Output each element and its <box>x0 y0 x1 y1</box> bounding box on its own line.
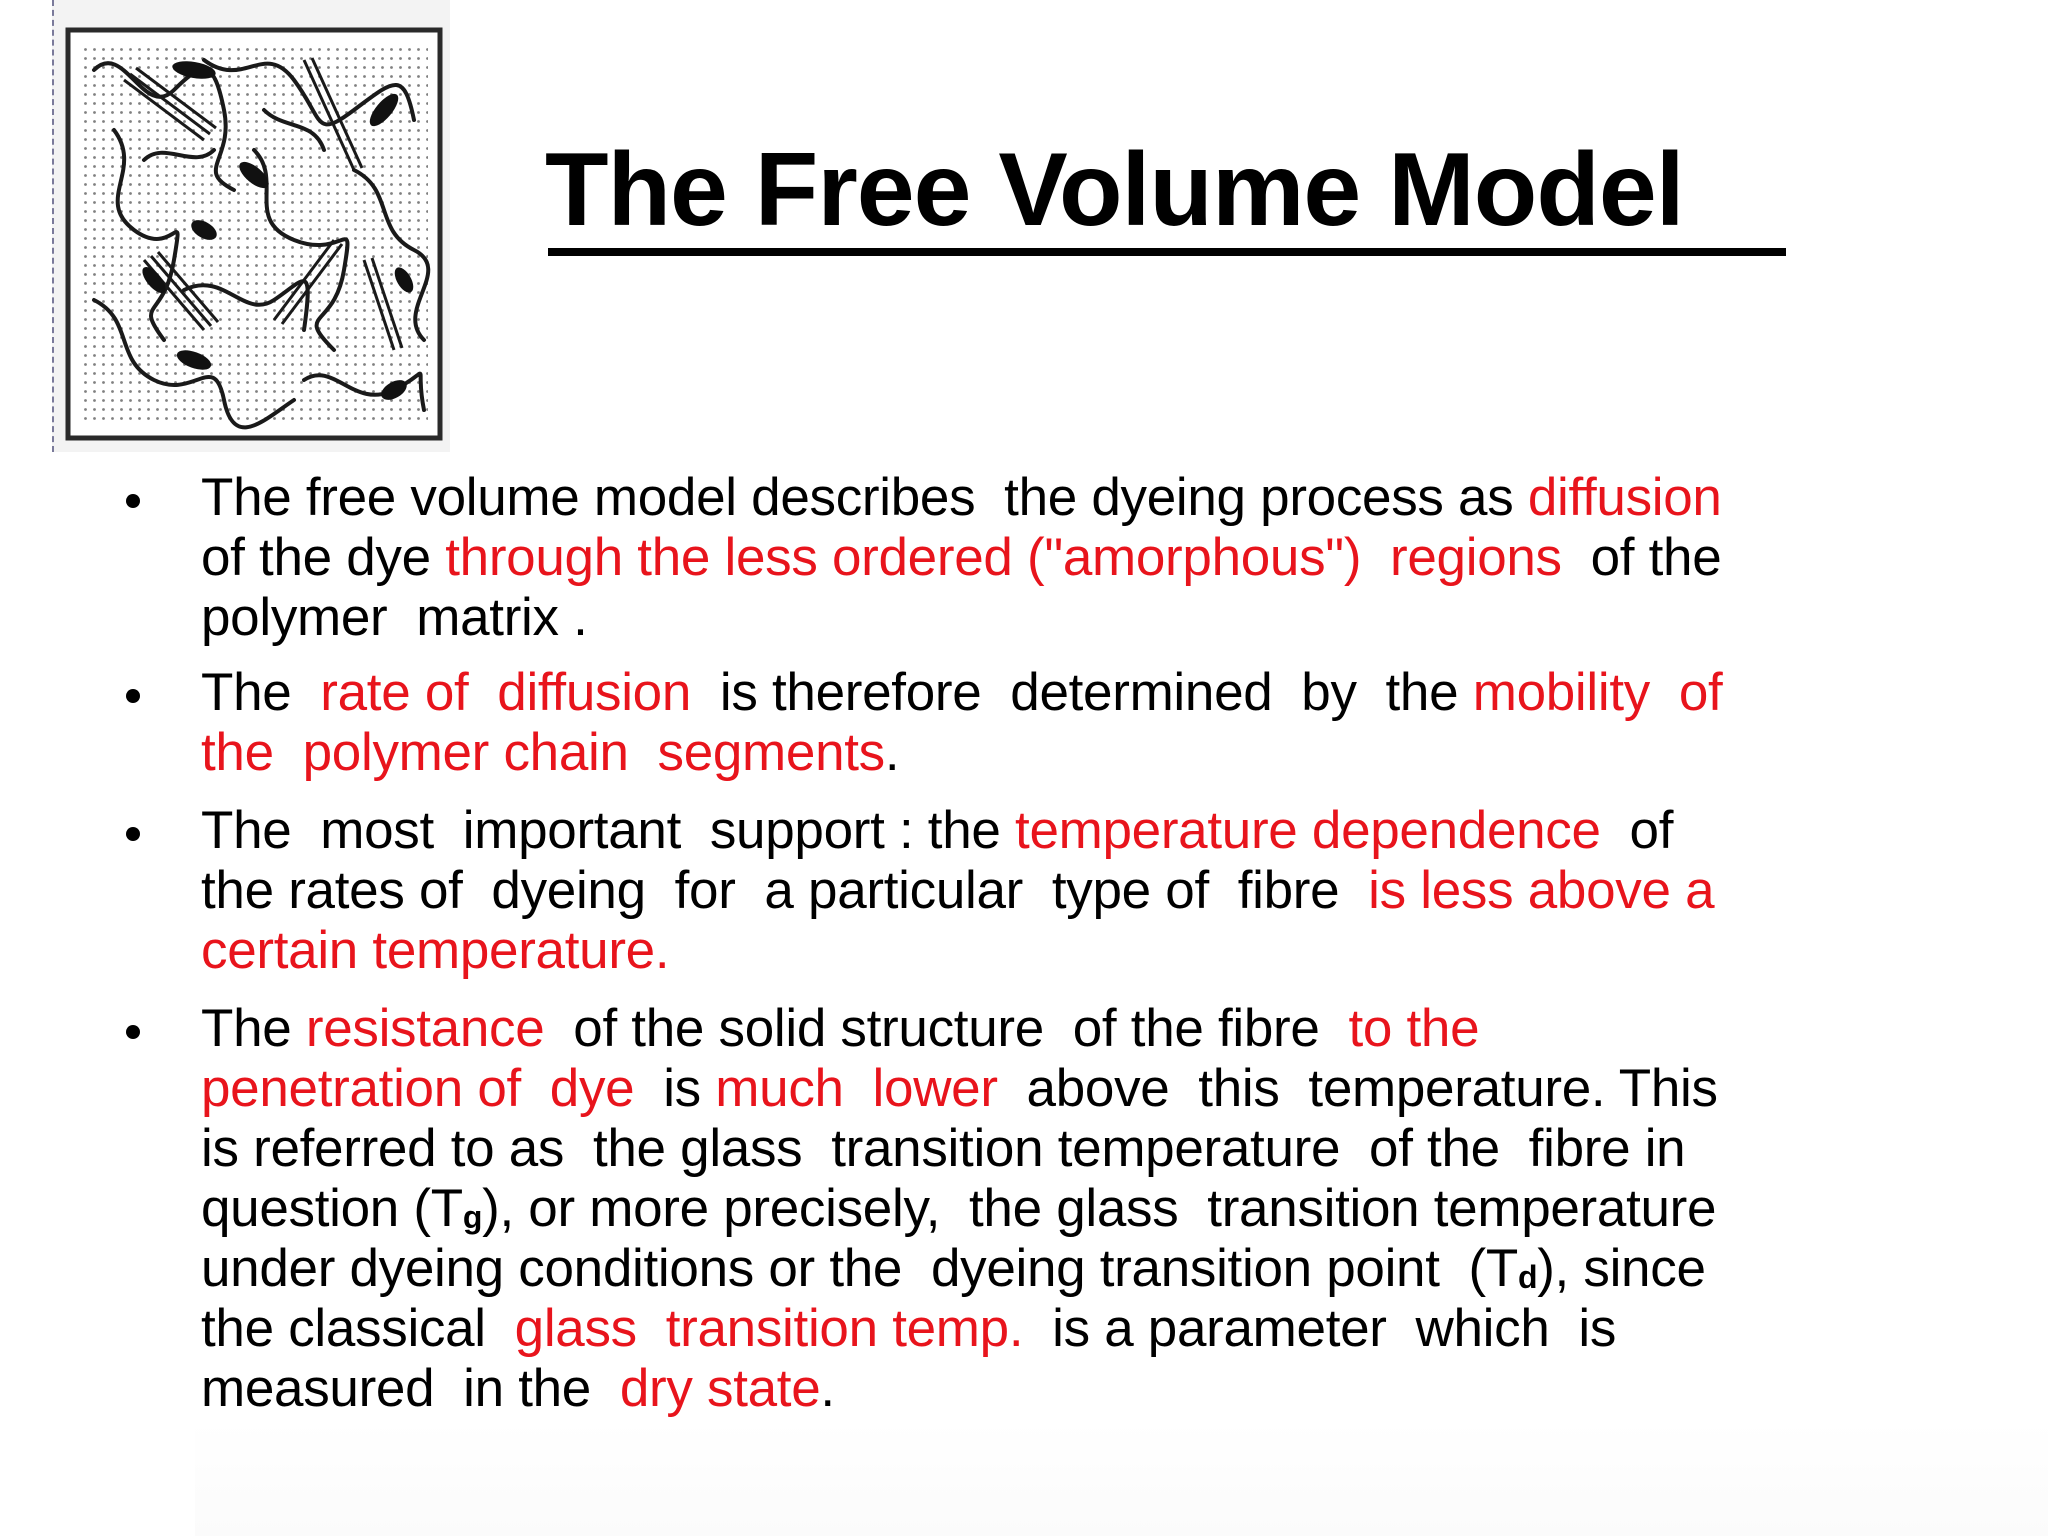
body-text: the classical <box>201 1299 515 1358</box>
body-text: of the <box>1561 528 1722 587</box>
body-text: under dyeing conditions or the dyeing transition point (T <box>201 1239 1518 1298</box>
highlighted-text: penetration of dye <box>201 1059 635 1118</box>
polymer-chain-diagram <box>52 0 450 452</box>
body-text: The free volume model describes the dyeing process as <box>201 468 1528 527</box>
highlighted-text: resistance <box>305 999 545 1058</box>
bullet-line <box>201 1299 1616 1359</box>
bullet-line <box>201 1239 1706 1307</box>
bullet-line <box>201 663 1722 723</box>
body-text: of <box>1600 801 1674 860</box>
body-text: The <box>201 999 306 1058</box>
body-text: of the dye <box>201 528 446 587</box>
body-text: question (T <box>201 1179 463 1238</box>
body-text: the rates of dyeing for a particular type of fibre <box>201 861 1369 920</box>
body-text: . <box>884 723 900 782</box>
body-text: is a parameter which is <box>1023 1299 1617 1358</box>
body-text: is therefore determined by the <box>691 663 1473 722</box>
bullet-line <box>201 861 1714 921</box>
bullet-line <box>201 588 588 648</box>
bullet-dot-icon <box>126 494 140 508</box>
highlighted-text: rate of diffusion <box>320 663 692 722</box>
highlighted-text: much lower <box>715 1059 998 1118</box>
bullet-line <box>201 1179 1716 1247</box>
highlighted-text: the polymer chain segments <box>201 723 885 782</box>
body-text: measured in the <box>201 1359 620 1418</box>
body-text: The <box>201 663 321 722</box>
bullet-dot-icon <box>126 689 140 703</box>
highlighted-text: is less above a <box>1368 861 1715 920</box>
slide-title: The Free Volume Model <box>545 132 1684 248</box>
highlighted-text: diffusion <box>1527 468 1722 527</box>
body-text: d <box>1517 1259 1538 1295</box>
highlighted-text: through the less ordered ("amorphous") regions <box>445 528 1562 587</box>
bullet-line <box>201 801 1673 861</box>
body-text: polymer matrix . <box>201 588 588 647</box>
bullet-line <box>201 999 1479 1059</box>
highlighted-text: certain temperature. <box>201 921 670 980</box>
bullet-dot-icon <box>126 1025 140 1039</box>
bullet-line <box>201 723 899 783</box>
background-shade <box>195 1420 2048 1536</box>
title-underline <box>548 248 1786 256</box>
highlighted-text: dry state <box>619 1359 821 1418</box>
body-text: ), since <box>1537 1239 1706 1298</box>
highlighted-text: mobility of <box>1472 663 1723 722</box>
body-text: of the solid structure of the fibre <box>544 999 1349 1058</box>
bullet-line <box>201 1119 1685 1179</box>
body-text: g <box>462 1199 483 1235</box>
highlighted-text: temperature dependence <box>1015 801 1601 860</box>
bullet-line <box>201 528 1721 588</box>
bullet-line <box>201 1359 835 1419</box>
bullet-line <box>201 1059 1718 1119</box>
body-text: The most important support : the <box>201 801 1016 860</box>
body-text: ), or more precisely, the glass transition temperature <box>482 1179 1717 1238</box>
body-text: . <box>820 1359 835 1418</box>
body-text: is referred to as the glass transition temperature of the fibre in <box>201 1119 1686 1178</box>
highlighted-text: glass transition temp. <box>514 1299 1024 1358</box>
bullet-dot-icon <box>126 827 140 841</box>
body-text: above this temperature. This <box>997 1059 1718 1118</box>
body-text: is <box>634 1059 716 1118</box>
polymer-chain-diagram-svg <box>54 0 450 452</box>
bullet-line <box>201 468 1722 528</box>
bullet-line <box>201 921 669 981</box>
highlighted-text: to the <box>1348 999 1480 1058</box>
